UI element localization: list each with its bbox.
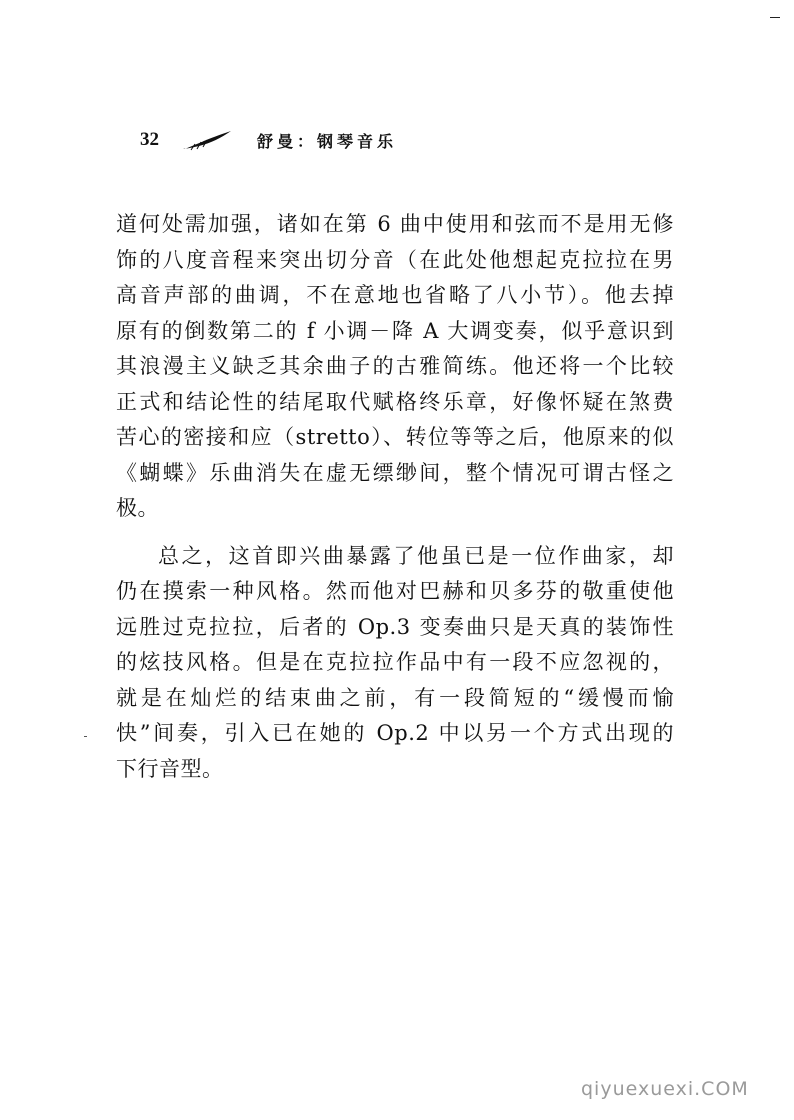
running-title: 舒曼：钢琴音乐	[257, 131, 398, 151]
text-line: 高音声部的曲调，不在意地也省略了八小节）。他去掉	[116, 283, 674, 307]
margin-speck	[84, 736, 87, 737]
text-line: 的炫技风格。但是在克拉拉作品中有一段不应忽视的，	[116, 650, 674, 674]
quill-icon	[181, 129, 233, 151]
body-text	[116, 207, 674, 787]
paragraph	[116, 539, 674, 788]
text-line: 快”间奏，引入已在她的 Op.2 中以另一个方式出现的	[116, 721, 674, 745]
paragraph	[116, 207, 674, 527]
text-line: 总之，这首即兴曲暴露了他虽已是一位作曲家，却	[158, 543, 674, 568]
page-header	[140, 125, 397, 155]
text-line: 仍在摸索一种风格。然而他对巴赫和贝多芬的敬重使他	[116, 579, 674, 603]
text-line: 苦心的密接和应（stretto）、转位等等之后，他原来的似	[116, 425, 674, 449]
text-line: 道何处需加强，诸如在第 6 曲中使用和弦而不是用无修	[116, 212, 674, 236]
text-line: 正式和结论性的结尾取代赋格终乐章，好像怀疑在煞费	[116, 389, 674, 414]
text-line: 下行音型。	[116, 756, 224, 781]
page-number: 32	[140, 129, 159, 150]
corner-crop-mark	[770, 17, 780, 18]
text-line: 其浪漫主义缺乏其余曲子的古雅简练。他还将一个比较	[116, 354, 674, 378]
text-line: 《蝴蝶》乐曲消失在虚无缥缈间，整个情况可谓古怪之	[116, 460, 674, 485]
text-line: 原有的倒数第二的 f 小调－降 A 大调变奏，似乎意识到	[116, 318, 674, 343]
text-line: 远胜过克拉拉，后者的 Op.3 变奏曲只是天真的装饰性	[116, 614, 674, 639]
text-line: 饰的八度音程来突出切分音（在此处他想起克拉拉在男	[116, 247, 674, 272]
text-line: 就是在灿烂的结束曲之前，有一段简短的“缓慢而愉	[116, 685, 674, 710]
watermark: qiyuexuexi.COM	[581, 1078, 749, 1100]
text-line: 极。	[116, 496, 159, 520]
